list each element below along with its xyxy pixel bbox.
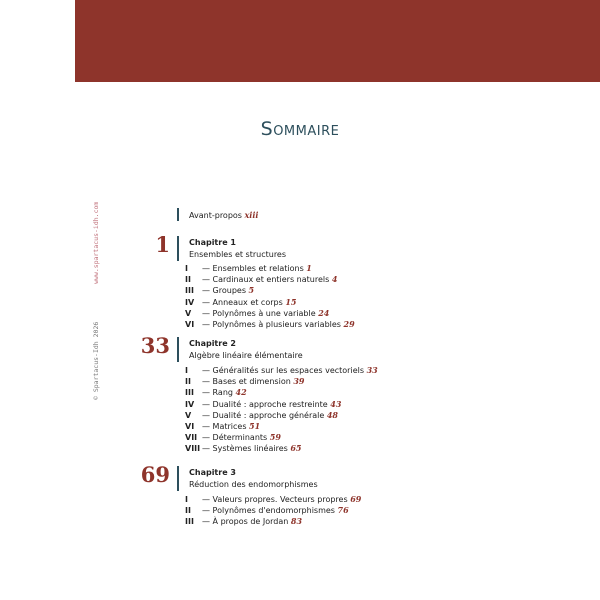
section-roman: I — [185, 495, 188, 504]
chapter-1-heading[interactable] — [189, 237, 286, 261]
section-page: 59 — [269, 432, 281, 443]
section-title: Bases et dimension — [212, 377, 291, 387]
chapter-2-bar — [177, 337, 179, 362]
section-title: Valeurs propres. Vecteurs propres — [212, 495, 348, 504]
section-title: Généralités sur les espaces vectoriels — [212, 366, 365, 375]
foreword-page: xiii — [244, 210, 259, 220]
section-title: Rang — [212, 388, 233, 398]
section-roman: I — [185, 264, 188, 273]
section-page: 39 — [293, 376, 305, 387]
section-page: 48 — [326, 409, 338, 420]
section-entry[interactable]: II — Bases et dimension 39 — [185, 376, 305, 387]
chapter-1-start-page: 1 — [155, 232, 170, 257]
section-page: 43 — [330, 398, 342, 409]
section-page: 1 — [306, 263, 312, 273]
section-roman: IV — [185, 297, 195, 307]
section-entry[interactable]: VI — Polynômes à plusieurs variables 29 — [185, 318, 355, 329]
chapter-3-heading[interactable] — [189, 467, 318, 491]
section-roman: II — [185, 506, 191, 516]
section-roman: III — [185, 388, 194, 398]
chapter-3-start-page: 69 — [140, 462, 170, 487]
chapter-3-title: Réduction des endomorphismes — [189, 480, 318, 489]
chapter-2-start-page: 33 — [140, 333, 170, 358]
section-roman: VIII — [185, 444, 201, 454]
section-entry[interactable]: VII — Déterminants 59 — [185, 432, 281, 443]
chapter-2-sections — [185, 365, 378, 455]
website-link[interactable]: www.spartacus-idh.com — [92, 201, 100, 284]
section-roman: II — [185, 275, 191, 285]
section-roman: III — [185, 286, 194, 296]
section-page: 51 — [249, 420, 261, 431]
page-title: Sommaire — [260, 118, 340, 140]
section-page: 69 — [350, 494, 362, 504]
section-entry[interactable]: V — Dualité : approche générale 48 — [185, 409, 338, 420]
chapter-2-title: Algèbre linéaire élémentaire — [189, 351, 303, 360]
section-title: Polynômes d'endomorphismes — [212, 506, 335, 516]
section-entry[interactable]: III — À propos de Jordan 83 — [185, 516, 303, 527]
section-entry[interactable]: IV — Anneaux et corps 15 — [185, 296, 297, 307]
section-roman: VII — [185, 433, 198, 443]
section-title: Polynômes à plusieurs variables — [212, 319, 341, 329]
section-title: Dualité : approche restreinte — [212, 399, 328, 409]
foreword-entry[interactable] — [189, 210, 258, 220]
header-banner — [75, 0, 600, 82]
chapter-3-sections — [185, 494, 361, 528]
section-roman: VI — [185, 421, 195, 431]
section-title: Polynômes à une variable — [212, 308, 316, 318]
section-entry[interactable]: II — Polynômes d'endomorphismes 76 — [185, 505, 349, 516]
section-title: Groupes — [212, 286, 246, 296]
section-entry[interactable]: I — Généralités sur les espaces vectoriels 33 — [185, 365, 378, 375]
chapter-1-bar — [177, 236, 179, 261]
chapter-1-title: Ensembles et structures — [189, 250, 287, 259]
section-title: À propos de Jordan — [212, 517, 289, 527]
side-credits — [92, 202, 100, 400]
section-page: 42 — [235, 387, 247, 398]
section-entry[interactable]: IV — Dualité : approche restreinte 43 — [185, 398, 342, 409]
section-entry[interactable]: III — Groupes 5 — [185, 285, 255, 296]
copyright-text: © Spartacus-Idh 2026 — [92, 321, 100, 400]
chapter-1-label: Chapitre 1 — [189, 238, 236, 247]
foreword-label: Avant-propos — [189, 211, 242, 220]
section-roman: II — [185, 377, 191, 387]
section-entry[interactable]: II — Cardinaux et entiers naturels 4 — [185, 274, 338, 285]
section-page: 29 — [343, 318, 355, 329]
section-entry[interactable]: VI — Matrices 51 — [185, 420, 261, 431]
section-page: 33 — [366, 365, 378, 375]
section-roman: IV — [185, 399, 195, 409]
section-page: 15 — [285, 296, 297, 307]
section-roman: V — [185, 410, 192, 420]
section-entry[interactable]: I — Valeurs propres. Vecteurs propres 69 — [185, 494, 362, 504]
section-roman: V — [185, 308, 192, 318]
section-entry[interactable]: VIII — Systèmes linéaires 65 — [185, 443, 302, 454]
section-title: Déterminants — [212, 433, 268, 443]
section-page: 76 — [337, 505, 349, 516]
section-title: Systèmes linéaires — [212, 444, 288, 454]
chapter-1-sections — [185, 263, 355, 330]
section-page: 4 — [331, 274, 338, 285]
section-title: Cardinaux et entiers naturels — [212, 275, 330, 285]
section-roman: III — [185, 517, 194, 527]
section-page: 83 — [290, 516, 303, 527]
chapter-2-heading[interactable] — [189, 338, 303, 362]
section-entry[interactable]: I — Ensembles et relations 1 — [185, 263, 312, 273]
section-roman: VI — [185, 319, 195, 329]
section-roman: I — [185, 366, 188, 375]
section-title: Dualité : approche générale — [212, 410, 325, 420]
section-title: Matrices — [212, 421, 247, 431]
section-entry[interactable]: III — Rang 42 — [185, 387, 247, 398]
section-page: 5 — [248, 285, 255, 296]
chapter-3-label: Chapitre 3 — [189, 468, 236, 477]
chapter-3-bar — [177, 466, 179, 491]
foreword-bar — [177, 208, 179, 221]
section-page: 65 — [290, 443, 302, 454]
section-entry[interactable]: V — Polynômes à une variable 24 — [185, 307, 330, 318]
section-title: Anneaux et corps — [212, 297, 283, 307]
chapter-2-label: Chapitre 2 — [189, 339, 236, 348]
section-page: 24 — [318, 307, 330, 318]
section-title: Ensembles et relations — [212, 264, 304, 273]
